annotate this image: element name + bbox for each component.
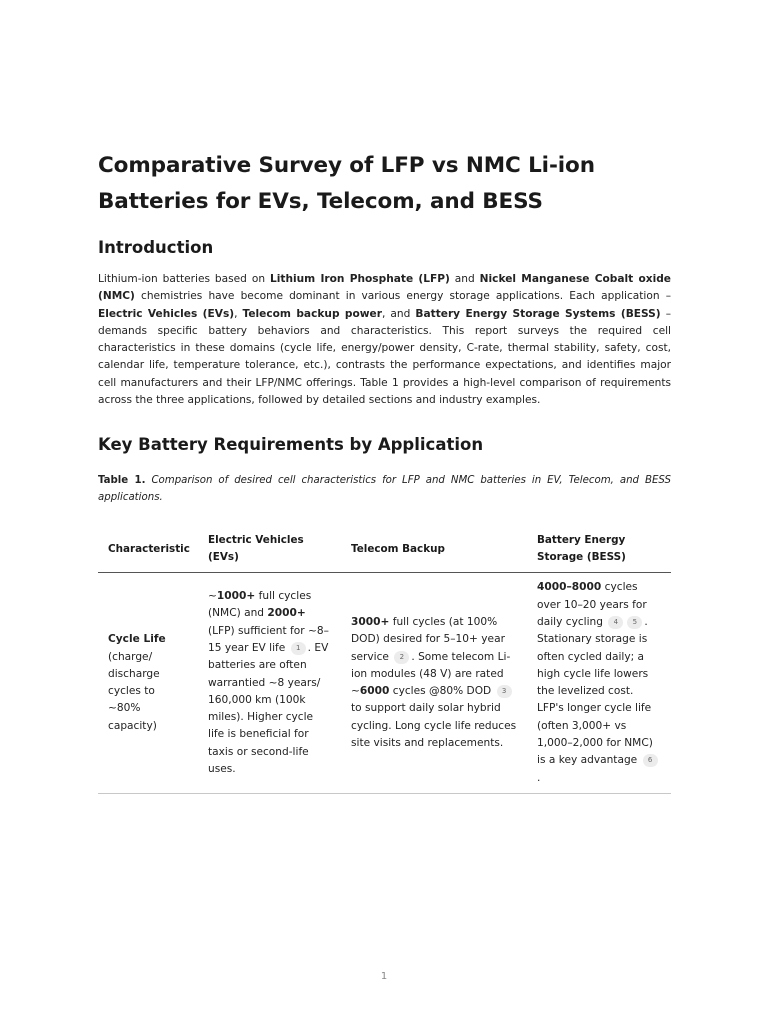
citation-badge[interactable]: 1 xyxy=(291,642,306,655)
intro-bold-telecom: Telecom backup power xyxy=(242,307,382,320)
cell-bess xyxy=(527,573,671,794)
cell-text: . EV batteries are often warrantied ~8 years/ 160,000 km (100k miles). Higher cycle life is beneficial for taxis or second-life uses. xyxy=(208,641,329,775)
cell-text: cycles @80% DOD xyxy=(389,685,495,698)
caption-text: Comparison of desired cell characteristics for LFP and NMC batteries in EV, Telecom, and BESS applications. xyxy=(98,475,671,504)
intro-text: – demands specific battery behaviors and characteristics. This report surveys the required cell characteristics in these domains (cycle life, energy/power density, C-rate, thermal stability, safety, cost, calendar life, temperature tolerance, etc.), contrasts the performance expectations, and identifies major cell manufacturers and their LFP/NMC offerings. Table 1 provides a high-level comparison of requirements across the three applications, followed by detailed sections and industry examples. xyxy=(98,307,671,407)
caption-label: Table 1. xyxy=(98,475,146,487)
introduction-paragraph xyxy=(98,271,671,409)
cell-text: . xyxy=(537,771,541,784)
requirements-heading: Key Battery Requirements by Application xyxy=(98,435,484,455)
cycle-life-description: (charge/ discharge cycles to ~80% capacity) xyxy=(108,650,160,732)
requirements-table xyxy=(98,526,671,794)
intro-text: , xyxy=(234,307,243,320)
header-telecom: Telecom Backup xyxy=(341,526,527,573)
table-header-row xyxy=(98,526,671,573)
header-bess: Battery Energy Storage (BESS) xyxy=(527,526,671,573)
cell-ev xyxy=(198,573,341,794)
cell-bold: 6000 xyxy=(359,685,390,698)
cell-telecom xyxy=(341,573,527,794)
cell-text: . Stationary storage is often cycled daily; a high cycle life lowers the levelized cost. LFP's longer cycle life (often 3,000+ vs 1,000–2,000 for NMC) is a key advantage xyxy=(537,615,653,767)
header-characteristic: Characteristic xyxy=(98,526,198,573)
cell-text: to support daily solar hybrid cycling. Long cycle life reduces site visits and replacements. xyxy=(351,702,517,750)
introduction-heading: Introduction xyxy=(98,238,214,257)
cell-text: full cycles (at 100% DOD) desired for 5–10+ year service xyxy=(351,615,505,663)
document-page xyxy=(98,148,671,794)
cell-bold: 1000+ xyxy=(216,590,256,603)
cell-bold: 3000+ xyxy=(351,615,390,628)
cell-text: (LFP) sufficient for ~8–15 year EV life xyxy=(208,624,329,654)
intro-bold-nmc: Nickel Manganese Cobalt oxide (NMC) xyxy=(98,273,671,303)
cell-text: cycles over 10–20 years for daily cycling xyxy=(537,581,647,628)
citation-badge[interactable]: 4 xyxy=(608,616,623,629)
header-ev: Electric Vehicles (EVs) xyxy=(198,526,341,573)
intro-text: and xyxy=(449,273,480,285)
page-number: 1 xyxy=(380,971,388,982)
cell-text: full cycles (NMC) and xyxy=(208,590,312,620)
cell-characteristic xyxy=(98,573,198,794)
citation-badge[interactable]: 3 xyxy=(497,685,512,698)
intro-text: chemistries have become dominant in various energy storage applications. Each application – xyxy=(134,290,671,303)
cell-bold: 4000–8000 xyxy=(537,581,602,594)
citation-badge[interactable]: 6 xyxy=(643,754,658,767)
intro-bold-bess: Battery Energy Storage Systems (BESS) xyxy=(415,307,661,320)
cell-text: ~ xyxy=(208,590,217,603)
citation-badge[interactable]: 2 xyxy=(394,651,409,664)
intro-text: Lithium-ion batteries based on xyxy=(98,273,270,285)
cell-text: . Some telecom Li-ion modules (48 V) are rated ~ xyxy=(351,650,511,698)
cell-bold: 2000+ xyxy=(267,607,306,620)
document-title: Comparative Survey of LFP vs NMC Li-ion Batteries for EVs, Telecom, and BESS xyxy=(98,153,595,214)
cycle-life-label: Cycle Life xyxy=(108,633,166,646)
table-caption xyxy=(98,472,671,506)
intro-bold-ev: Electric Vehicles (EVs) xyxy=(98,307,235,320)
table-row xyxy=(98,573,671,794)
citation-badge[interactable]: 5 xyxy=(627,616,642,629)
intro-bold-lfp: Lithium Iron Phosphate (LFP) xyxy=(270,273,450,285)
intro-text: , and xyxy=(381,307,416,320)
